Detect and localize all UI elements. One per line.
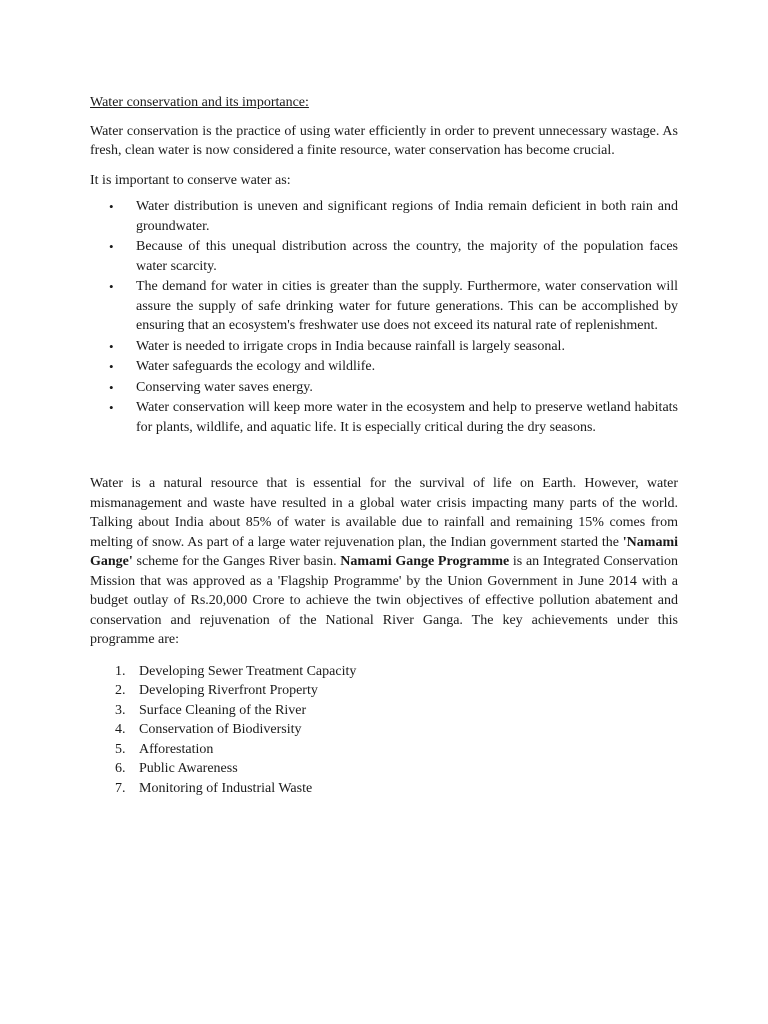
list-number: 2.	[115, 683, 126, 698]
bullet-icon: •	[109, 239, 114, 254]
list-number: 3.	[115, 702, 126, 718]
list-item	[109, 357, 678, 377]
list-item-text: Water is needed to irrigate crops in India because rainfall is largely seasonal.	[136, 338, 565, 354]
list-item-text: Surface Cleaning of the River	[139, 702, 307, 718]
namami-gange-paragraph	[90, 474, 678, 650]
bullet-icon: •	[109, 199, 114, 214]
list-item-text: Conserving water saves energy.	[136, 379, 313, 395]
list-number: 5.	[115, 741, 126, 757]
list-item-text: Conservation of Biodiversity	[139, 722, 302, 737]
list-item-text: Water conservation will keep more water in the ecosystem and help to preserve wetland habitats for plants, wildlife, and aquatic life. It is especially critical during the dry seasons.	[136, 400, 678, 435]
list-item-text: The demand for water in cities is greater than the supply. Furthermore, water conservation will assure the supply of safe drinking water for future generations. This can be accomplished by ensuring that an ecosystem's freshwater use does not exceed its natural rate of replenishment.	[136, 279, 678, 333]
bullet-icon: •	[109, 279, 114, 294]
bullet-icon: •	[109, 338, 114, 354]
list-item	[115, 779, 678, 799]
bullet-icon: •	[109, 379, 114, 395]
bullet-icon: •	[109, 400, 114, 415]
reasons-list	[90, 197, 678, 437]
list-item-text: Developing Riverfront Property	[139, 683, 318, 698]
list-item	[115, 740, 678, 760]
section-heading: Water conservation and its importance:	[90, 95, 309, 110]
programme-name: Namami Gange Programme	[340, 554, 510, 569]
list-number: 6.	[115, 761, 126, 776]
list-item	[115, 701, 678, 721]
lead-sentence: It is important to conserve water as:	[90, 172, 291, 188]
paragraph-text: Water is a natural resource that is essential for the survival of life on Earth. However, water mismanagement and waste have resulted in a global water crisis impacting many parts of the world. Talking about India about 85% of water is available due to rainfall and remaining 15% comes from melting of snow. As part of a large water rejuvenation plan, the Indian government started the	[90, 476, 678, 550]
list-item-text: Because of this unequal distribution across the country, the majority of the population faces water scarcity.	[136, 239, 678, 274]
bullet-icon: •	[109, 359, 114, 374]
list-item-text: Water safeguards the ecology and wildlife.	[136, 359, 376, 374]
list-item	[109, 197, 678, 236]
list-item-text: Monitoring of Industrial Waste	[139, 780, 313, 796]
intro-paragraph: Water conservation is the practice of using water efficiently in order to prevent unnecessary wastage. As fresh, clean water is now considered a finite resource, water conservation has become crucial.	[90, 123, 678, 158]
list-number: 4.	[115, 722, 126, 737]
achievements-list	[90, 662, 678, 799]
list-item	[115, 662, 678, 682]
list-item	[109, 277, 678, 336]
list-item	[115, 720, 678, 740]
list-item	[109, 398, 678, 437]
list-item	[109, 378, 678, 398]
list-item	[109, 237, 678, 276]
list-item-text: Afforestation	[139, 741, 214, 757]
list-number: 1.	[115, 663, 126, 679]
paragraph-text: scheme for the Ganges River basin.	[132, 554, 341, 569]
paragraph-text: is an Integrated Conservation Mission that was approved as a 'Flagship Programme' by the Union Government in June 2014 with a budget outlay of Rs.20,000 Crore to achieve the twin objectives of effective pollution abatement and conservation and rejuvenation of the National River Ganga. The key achievements under this programme are:	[90, 554, 678, 647]
list-item	[115, 681, 678, 701]
list-item-text: Developing Sewer Treatment Capacity	[139, 663, 357, 679]
list-item-text: Public Awareness	[139, 761, 238, 776]
list-item	[115, 759, 678, 779]
list-item	[109, 337, 678, 357]
list-item-text: Water distribution is uneven and significant regions of India remain deficient in both rain and groundwater.	[136, 199, 678, 234]
list-number: 7.	[115, 780, 126, 796]
document-page	[90, 93, 678, 798]
scheme-name: 'Namami Gange'	[90, 534, 678, 569]
